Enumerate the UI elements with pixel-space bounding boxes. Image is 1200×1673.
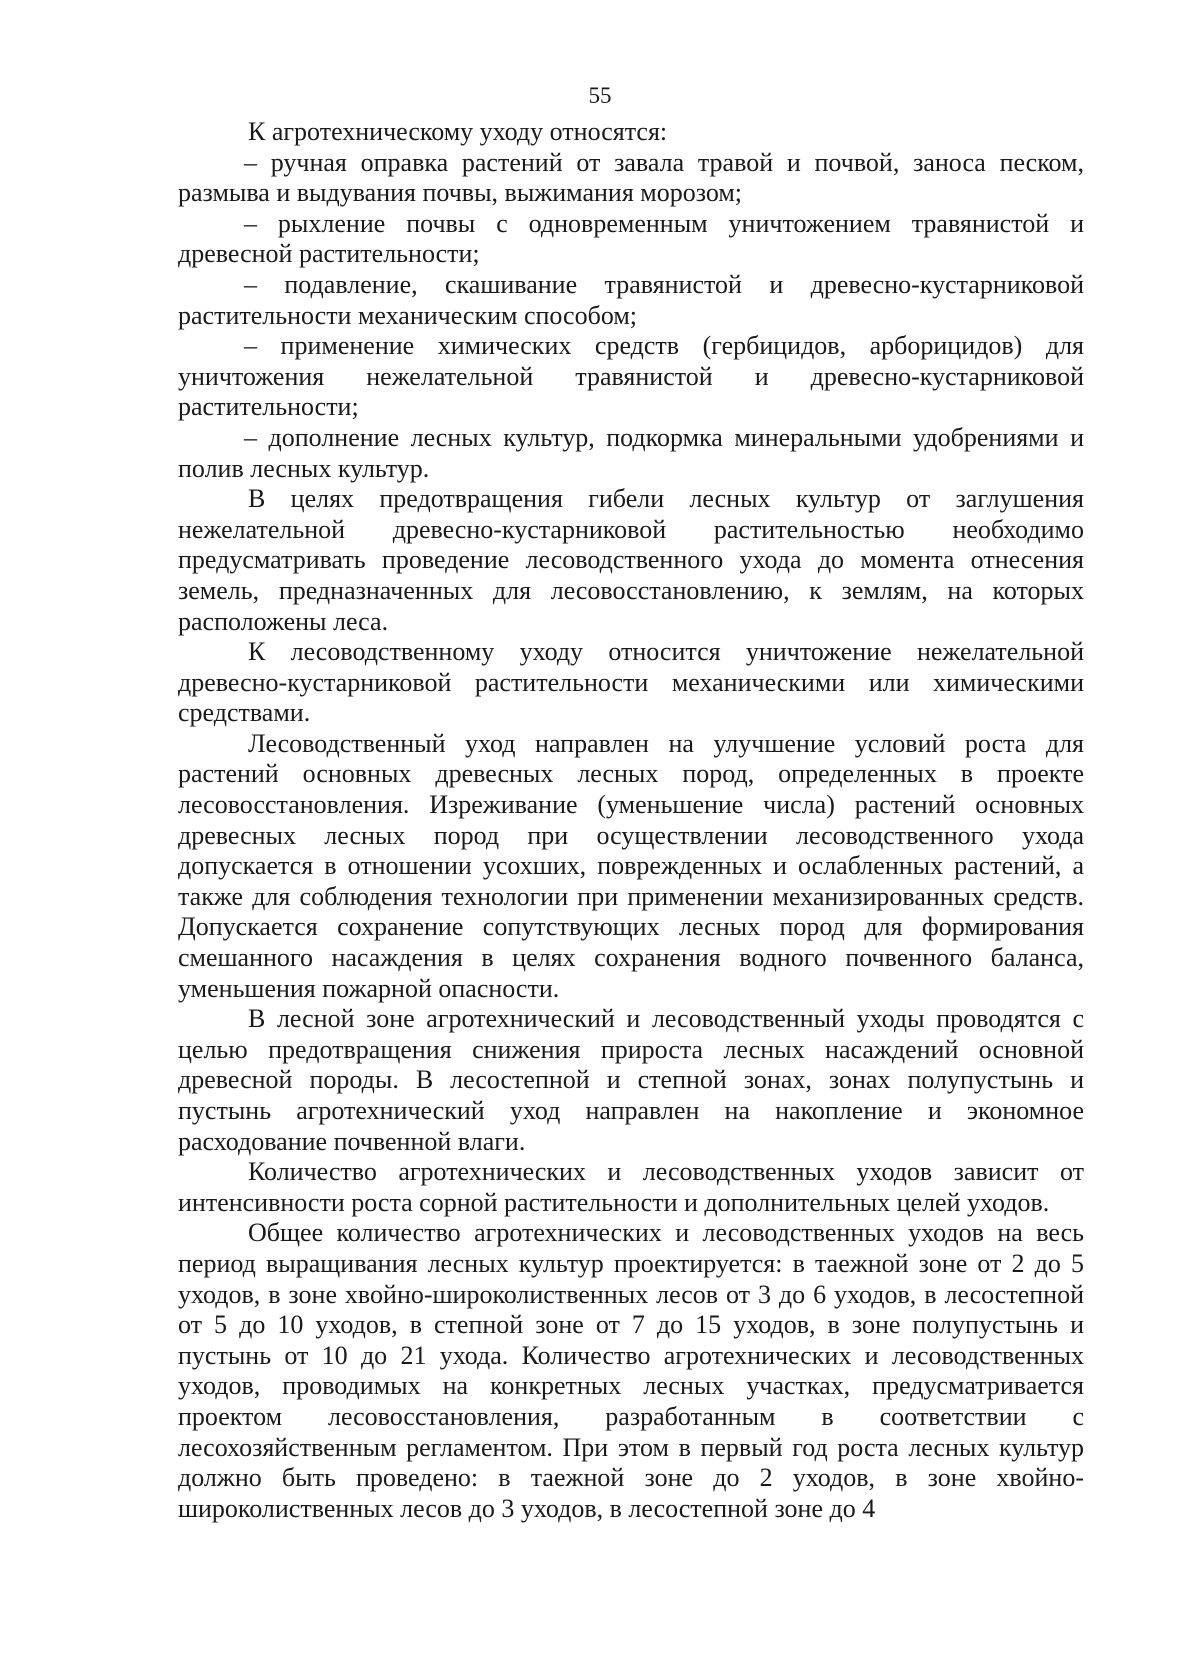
paragraph: Лесоводственный уход направлен на улучшение условий роста для растений основных древесных лесных пород, определенных в проекте лесовосстановления. Изреживание (уменьшение числа) растений основных древесных лесных пород при осуществлении лесоводственного ухода допускается в отношении усохших, поврежденных и ослабленных растений, а также для соблюдения технологии при применении механизированных средств. Допускается сохранение сопутствующих лесных пород для формирования смешанного насаждения в целях сохранения водного почвенного баланса, уменьшения пожарной опасности.	[178, 728, 1084, 1003]
paragraph: К лесоводственному уходу относится уничтожение нежелательной древесно-кустарниковой растительности механическими или химическими средствами.	[178, 637, 1084, 728]
list-item: – ручная оправка растений от завала травой и почвой, заноса песком, размыва и выдувания почвы, выжимания морозом;	[178, 147, 1084, 208]
list-item: – подавление, скашивание травянистой и древесно-кустарниковой растительности механическим способом;	[178, 269, 1084, 330]
list-item: – применение химических средств (гербицидов, арборицидов) для уничтожения нежелательной травянистой и древесно-кустарниковой растительности;	[178, 331, 1084, 422]
paragraph: Общее количество агротехнических и лесоводственных уходов на весь период выращивания лесных культур проектируется: в таежной зоне от 2 до 5 уходов, в зоне хвойно-широколиственных лесов от 3 до 6 уходов, в лесостепной от 5 до 10 уходов, в степной зоне от 7 до 15 уходов, в зоне полупустынь и пустынь от 10 до 21 ухода. Количество агротехнических и лесоводственных уходов, проводимых на конкретных лесных участках, предусматривается проектом лесовосстановления, разработанным в соответствии с лесохозяйственным регламентом. При этом в первый год роста лесных культур должно быть проведено: в таежной зоне до 2 уходов, в зоне хвойно-широколиственных лесов до 3 уходов, в лесостепной зоне до 4	[178, 1218, 1084, 1523]
list-item: – дополнение лесных культур, подкормка минеральными удобрениями и полив лесных культур.	[178, 422, 1084, 483]
page-number: 55	[588, 83, 612, 108]
paragraph: В лесной зоне агротехнический и лесоводственный уходы проводятся с целью предотвращения снижения прироста лесных насаждений основной древесной породы. В лесостепной и степной зонах, зонах полупустынь и пустынь агротехнический уход направлен на накопление и экономное расходование почвенной влаги.	[178, 1004, 1084, 1156]
list-item: – рыхление почвы с одновременным уничтожением травянистой и древесной растительности;	[178, 208, 1084, 269]
paragraph: Количество агротехнических и лесоводственных уходов зависит от интенсивности роста сорной растительности и дополнительных целей уходов.	[178, 1157, 1084, 1217]
body-text	[178, 117, 1084, 1524]
paragraph: В целях предотвращения гибели лесных культур от заглушения нежелательной древесно-кустарниковой растительностью необходимо предусматривать проведение лесоводственного ухода до момента отнесения земель, предназначенных для лесовосстановлению, к землям, на которых расположены леса.	[178, 484, 1084, 636]
paragraph-intro: К агротехническому уходу относятся:	[248, 117, 668, 146]
